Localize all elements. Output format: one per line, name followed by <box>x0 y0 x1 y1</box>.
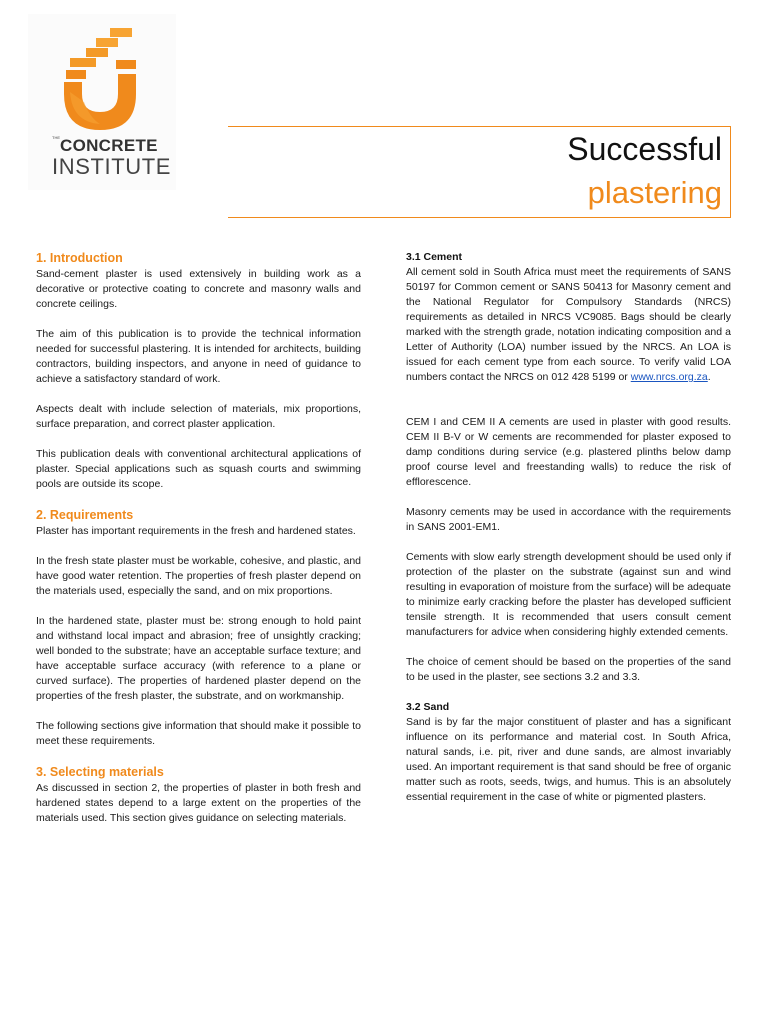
logo-mark-icon <box>50 22 156 134</box>
paragraph: The following sections give information that should make it possible to meet these requirements. <box>36 720 361 747</box>
section-heading: 2. Requirements <box>36 508 134 522</box>
logo-brick <box>86 48 108 57</box>
paragraph: All cement sold in South Africa must meet the requirements of SANS 50197 for Common cement or SANS 50413 for Masonry cement and the National Regulator for Compulsory Standards (NRCS) requirements as detailed in NRCS VC9085. Bags should be clearly marked with the strength grade, notation indicating composition and a Letter of Authority (LOA) number issued by the NRCS. An LOA is issued for each cement type from each source. To verify valid LOA numbers contact the NRCS on 012 428 5199 or www.nrcs.org.za. <box>406 266 731 383</box>
logo-brick <box>96 38 118 47</box>
paragraph: The choice of cement should be based on the properties of the sand to be used in the plaster, see sections 3.2 and 3.3. <box>406 656 731 683</box>
paragraph: Aspects dealt with include selection of materials, mix proportions, surface preparation, and correct plaster application. <box>36 403 361 430</box>
page-title-line2: plastering <box>587 175 722 210</box>
paragraph: In the fresh state plaster must be workable, cohesive, and plastic, and have good water retention. The properties of fresh plaster depend on the materials used, especially the sand, and on mix proportions. <box>36 555 361 597</box>
nrcs-website-link[interactable]: www.nrcs.org.za <box>630 371 708 383</box>
logo-brick <box>110 28 132 37</box>
paragraph: CEM I and CEM II A cements are used in plaster with good results. CEM II B-V or W cements are recommended for plaster exposed to damp conditions during service (e.g. plastered plinths below damp proof course level and freestanding walls) to reduce the risk of efflorescence. <box>406 416 731 488</box>
logo-text-institute: INSTITUTE <box>52 154 172 179</box>
paragraph: Cements with slow early strength development should be used only if protection of the plaster on the substrate (against sun and wind resulting in evaporation of moisture from the surface) will be adequate to minimize early cracking before the plaster has developed sufficient tensile strength. It is recommended that users consult cement manufacturers for advice when considering highly extended cements. <box>406 551 731 638</box>
paragraph: Plaster has important requirements in the fresh and hardened states. <box>36 525 356 537</box>
logo-text-concrete: CONCRETE <box>60 136 158 155</box>
page-title-line1: Successful <box>567 131 722 167</box>
right-column <box>406 250 731 805</box>
logo-small-text: THE <box>52 135 60 140</box>
section-heading: 3. Selecting materials <box>36 765 164 779</box>
concrete-institute-logo <box>28 14 176 190</box>
section-heading: 1. Introduction <box>36 251 123 265</box>
paragraph-text: All cement sold in South Africa must meet the requirements of SANS 50197 for Common cement or SANS 50413 for Masonry cement and the National Regulator for Compulsory Standards (NRCS) requirements as detailed in NRCS VC9085. Bags should be clearly marked with the strength grade, notation indicating composition and a Letter of Authority (LOA) number issued by the NRCS. An LOA is issued for each cement type from each source. To verify valid LOA numbers contact the NRCS on 012 428 5199 or <box>406 266 731 383</box>
subsection-heading: 3.2 Sand <box>406 701 450 713</box>
paragraph: Sand-cement plaster is used extensively in building work as a decorative or protective coating to concrete and masonry walls and concrete ceilings. <box>36 268 361 310</box>
paragraph: Sand is by far the major constituent of plaster and has a significant influence on its performance and material cost. In South Africa, natural sands, i.e. pit, river and dune sands, are almost invariably used. An important requirement is that sand should be free of organic matter such as roots, seeds, twigs, and humus. This is an absolutely essential requirement in the case of white or pigmented plasters. <box>406 716 731 803</box>
logo-brick <box>66 70 86 79</box>
logo-brick <box>116 60 136 69</box>
subsection-heading: 3.1 Cement <box>406 251 463 263</box>
title-frame <box>228 126 731 218</box>
paragraph: Masonry cements may be used in accordance with the requirements in SANS 2001-EM1. <box>406 506 731 533</box>
paragraph: In the hardened state, plaster must be: strong enough to hold paint and withstand local impact and abrasion; free of unsightly cracking; well bonded to the substrate; have an acceptable surface texture; and have acceptable surface accuracy (with reference to a plane or curved surface). The properties of hardened plaster depend on the properties of the fresh plaster, the substrate, and on workmanship. <box>36 615 361 702</box>
left-column <box>36 250 361 826</box>
paragraph: As discussed in section 2, the properties of plaster in both fresh and hardened states depend to a large extent on the properties of the materials used. This section gives guidance on selecting materials. <box>36 782 361 824</box>
paragraph: The aim of this publication is to provide the technical information needed for successful plastering. It is intended for architects, building contractors, building inspectors, and anyone in need of guidance to achieve a satisfactory standard of work. <box>36 328 361 385</box>
paragraph: This publication deals with conventional architectural applications of plaster. Special applications such as squash courts and swimming pools are outside its scope. <box>36 448 361 490</box>
logo-brick <box>70 58 96 67</box>
